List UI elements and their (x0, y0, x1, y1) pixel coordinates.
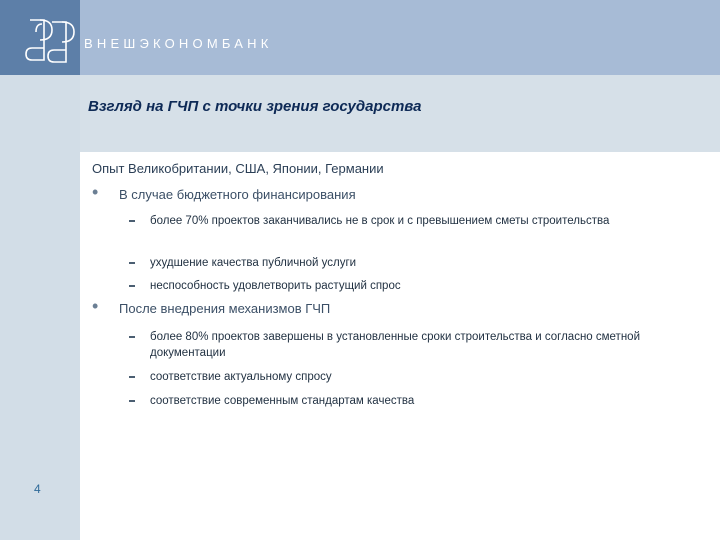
list-item: более 80% проектов завершены в установленные сроки строительства и согласно сметной документации (150, 331, 640, 359)
list-item: соответствие современным стандартам качества (150, 395, 415, 407)
dash-icon (129, 376, 135, 378)
list-item: более 70% проектов заканчивались не в срок и с превышением сметы строительства (150, 215, 610, 227)
list-item: ухудшение качества публичной услуги (150, 257, 357, 269)
dash-icon (129, 400, 135, 402)
brand-name: ВНЕШЭКОНОМБАНК (84, 36, 273, 51)
left-sidebar-strip (0, 75, 80, 540)
section-heading: После внедрения механизмов ГЧП (119, 301, 331, 316)
section-heading: В случае бюджетного финансирования (119, 187, 356, 202)
bullet-icon: • (92, 182, 99, 202)
dash-icon (129, 262, 135, 264)
dash-icon (129, 220, 135, 222)
slide-subtitle: Опыт Великобритании, США, Японии, Германии (92, 161, 384, 176)
bullet-icon: • (92, 296, 99, 316)
list-item: соответствие актуальному спросу (150, 371, 332, 383)
list-item: неспособность удовлетворить растущий спрос (150, 280, 401, 292)
veb-monogram-logo-icon (22, 12, 78, 68)
dash-icon (129, 336, 135, 338)
slide-title: Взгляд на ГЧП с точки зрения государства (88, 98, 422, 115)
page-number: 4 (34, 482, 41, 496)
dash-icon (129, 285, 135, 287)
